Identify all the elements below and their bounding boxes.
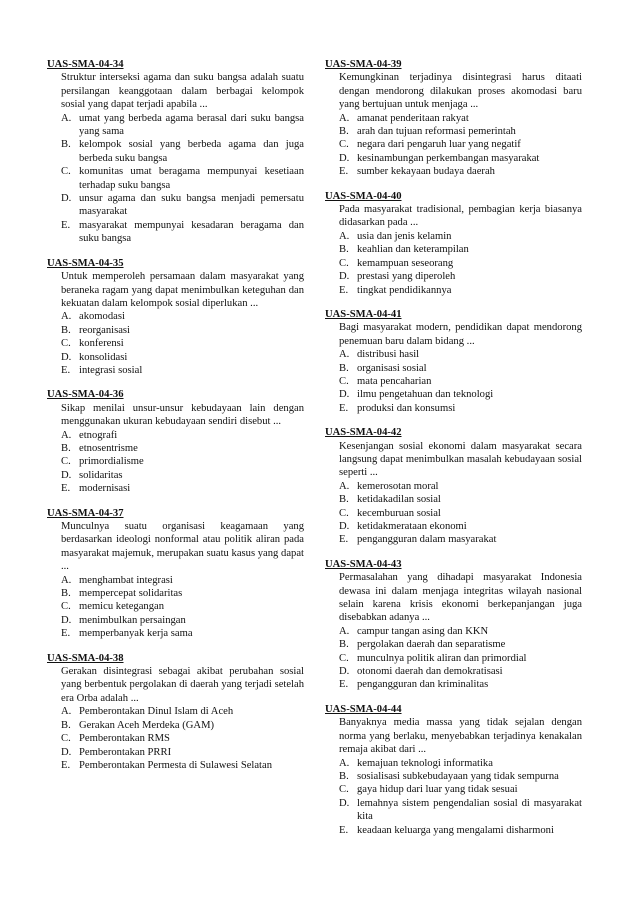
option-letter: A.	[61, 706, 72, 718]
option-text: distribusi hasil	[357, 349, 420, 361]
option-text: etnografi	[79, 429, 118, 441]
answer-option	[61, 112, 304, 139]
answer-option	[61, 455, 304, 468]
option-letter: D.	[61, 193, 72, 205]
question-stem: Bagi masyarakat modern, pendidikan dapat mendorong penemuan baru dalam bidang ...	[339, 322, 582, 347]
question-stem: Kesenjangan sosial ekonomi dalam masyarakat secara langsung dapat menimbulkan masalah kebudayaan sosial seperti ...	[339, 440, 582, 479]
option-letter: B.	[61, 324, 71, 336]
question-stem: Sikap menilai unsur-unsur kebudayaan lain dengan menggunakan ukuran kebudayaan sendiri disebut ...	[61, 402, 304, 428]
option-letter: E.	[339, 824, 349, 836]
option-letter: C.	[61, 733, 71, 745]
option-text: memicu ketegangan	[79, 601, 165, 613]
question-block	[325, 703, 582, 837]
answer-option	[61, 324, 304, 337]
option-text: kecemburuan sosial	[357, 507, 441, 519]
answer-options	[61, 112, 304, 246]
option-text: konsolidasi	[79, 351, 128, 363]
option-letter: D.	[339, 389, 350, 401]
question-block	[325, 308, 582, 415]
answer-option	[339, 348, 582, 361]
answer-option	[339, 652, 582, 665]
option-letter: E.	[61, 628, 71, 640]
answer-options	[61, 310, 304, 377]
answer-option	[339, 138, 582, 151]
option-letter: A.	[339, 230, 350, 242]
question-code: UAS-SMA-04-38	[47, 652, 124, 664]
option-letter: E.	[339, 402, 349, 414]
option-letter: E.	[339, 166, 349, 178]
option-text: ketidakadilan sosial	[357, 494, 441, 506]
option-text: amanat penderitaan rakyat	[357, 112, 469, 124]
answer-option	[61, 719, 304, 732]
option-letter: E.	[61, 364, 71, 376]
option-letter: C.	[339, 652, 349, 664]
option-text: reorganisasi	[79, 324, 130, 336]
question-code: UAS-SMA-04-44	[325, 703, 402, 715]
option-letter: A.	[61, 311, 72, 323]
answer-option	[339, 388, 582, 401]
option-text: etnosentrisme	[79, 442, 138, 454]
option-letter: B.	[61, 442, 71, 454]
answer-option	[61, 600, 304, 613]
option-text: tingkat pendidikannya	[357, 284, 452, 296]
answer-option	[61, 165, 304, 192]
answer-option	[339, 783, 582, 796]
answer-option	[339, 507, 582, 520]
answer-option	[339, 493, 582, 506]
answer-option	[339, 362, 582, 375]
option-letter: C.	[339, 507, 349, 519]
option-letter: E.	[339, 284, 349, 296]
option-letter: E.	[339, 679, 349, 691]
answer-option	[339, 797, 582, 824]
option-letter: D.	[339, 797, 350, 809]
answer-option	[339, 625, 582, 638]
answer-options	[339, 348, 582, 415]
answer-option	[339, 665, 582, 678]
option-text: konferensi	[79, 338, 124, 350]
answer-option	[61, 364, 304, 377]
option-text: keahlian dan keterampilan	[357, 244, 469, 256]
question-block	[47, 388, 304, 495]
question-block	[325, 190, 582, 297]
answer-options	[339, 112, 582, 179]
option-text: negara dari pengaruh luar yang negatif	[357, 139, 521, 151]
option-text: mempercepat solidaritas	[79, 588, 183, 600]
option-letter: E.	[61, 483, 71, 495]
option-text: ilmu pengetahuan dan teknologi	[357, 389, 494, 401]
answer-option	[61, 310, 304, 323]
answer-option	[339, 480, 582, 493]
answer-option	[61, 627, 304, 640]
question-code: UAS-SMA-04-40	[325, 190, 402, 202]
option-text: munculnya politik aliran dan primordial	[357, 652, 527, 664]
option-text: umat yang berbeda agama berasal dari suku bangsa yang sama	[79, 112, 304, 138]
option-letter: D.	[61, 746, 72, 758]
question-stem: Gerakan disintegrasi sebagai akibat perubahan sosial yang berbentuk pergolakan di daerah yang terjadi setelah era Orba adalah ...	[61, 666, 304, 704]
answer-options	[339, 757, 582, 837]
option-letter: C.	[61, 601, 71, 613]
answer-options	[339, 480, 582, 547]
option-text: integrasi sosial	[79, 364, 143, 376]
option-letter: D.	[61, 469, 72, 481]
answer-option	[339, 375, 582, 388]
option-text: modernisasi	[79, 483, 131, 495]
option-text: menimbulkan persaingan	[79, 614, 186, 626]
question-code: UAS-SMA-04-35	[47, 257, 124, 269]
option-text: unsur agama dan suku bangsa menjadi pemersatu masyarakat	[79, 193, 304, 218]
option-text: arah dan tujuan reformasi pemerintah	[357, 126, 516, 138]
option-letter: B.	[61, 719, 71, 731]
option-letter: B.	[61, 588, 71, 600]
answer-option	[339, 112, 582, 125]
answer-option	[61, 574, 304, 587]
answer-option	[61, 219, 304, 246]
answer-option	[339, 243, 582, 256]
option-letter: C.	[339, 784, 349, 796]
question-stem: Struktur interseksi agama dan suku bangsa adalah suatu persilangan keanggotaan dalam berbagai kelompok sosial yang dapat terjadi apabila ...	[61, 72, 304, 111]
answer-option	[339, 284, 582, 297]
option-letter: A.	[339, 625, 350, 637]
option-text: keadaan keluarga yang mengalami disharmoni	[357, 824, 554, 836]
option-text: sumber kekayaan budaya daerah	[357, 166, 495, 178]
answer-options	[61, 705, 304, 772]
answer-option	[61, 732, 304, 745]
option-letter: B.	[339, 494, 349, 506]
option-text: usia dan jenis kelamin	[357, 230, 452, 242]
answer-option	[61, 442, 304, 455]
option-letter: D.	[61, 614, 72, 626]
question-block	[47, 652, 304, 773]
question-block	[47, 257, 304, 378]
answer-options	[61, 574, 304, 641]
option-letter: D.	[339, 666, 350, 678]
answer-option	[61, 482, 304, 495]
right-column	[325, 58, 582, 848]
answer-option	[339, 402, 582, 415]
option-text: pergolakan daerah dan separatisme	[357, 639, 506, 651]
option-text: produksi dan konsumsi	[357, 402, 456, 414]
answer-option	[339, 270, 582, 283]
option-text: kesinambungan perkembangan masyarakat	[357, 152, 540, 164]
answer-options	[61, 429, 304, 496]
option-text: Pemberontakan RMS	[79, 733, 170, 745]
answer-option	[339, 678, 582, 691]
option-text: kemampuan seseorang	[357, 257, 454, 269]
answer-option	[339, 125, 582, 138]
question-block	[47, 58, 304, 246]
option-text: masyarakat mempunyai kesadaran beragama dan suku bangsa	[79, 219, 304, 245]
option-text: campur tangan asing dan KKN	[357, 625, 489, 637]
option-text: prestasi yang diperoleh	[357, 271, 456, 283]
question-stem: Munculnya suatu organisasi keagamaan yang berdasarkan ideologi nonformal atau politik aliran pada masyarakat majemuk, merupakan suatu kasus yang dapat ...	[61, 521, 304, 573]
option-letter: A.	[61, 112, 72, 124]
answer-option	[61, 746, 304, 759]
answer-option	[339, 638, 582, 651]
option-letter: B.	[339, 244, 349, 256]
question-block	[325, 58, 582, 179]
question-code: UAS-SMA-04-39	[325, 59, 402, 70]
option-text: kemerosotan moral	[357, 480, 439, 492]
answer-option	[339, 533, 582, 546]
question-code: UAS-SMA-04-41	[325, 308, 402, 320]
question-stem: Pada masyarakat tradisional, pembagian kerja biasanya didasarkan pada ...	[339, 204, 582, 229]
option-text: pengangguran dalam masyarakat	[357, 534, 497, 546]
option-letter: A.	[339, 480, 350, 492]
answer-option	[61, 705, 304, 718]
option-text: otonomi daerah dan demokratisasi	[357, 666, 503, 678]
option-letter: C.	[339, 257, 349, 269]
option-text: kemajuan teknologi informatika	[357, 757, 493, 769]
question-code: UAS-SMA-04-42	[325, 427, 402, 439]
option-letter: D.	[339, 271, 350, 283]
option-letter: E.	[339, 534, 349, 546]
option-text: Pemberontakan Permesta di Sulawesi Selatan	[79, 759, 272, 771]
option-letter: E.	[61, 759, 71, 771]
question-block	[47, 507, 304, 641]
option-letter: C.	[61, 338, 71, 350]
question-code: UAS-SMA-04-34	[47, 59, 124, 70]
option-letter: B.	[339, 362, 349, 374]
option-letter: B.	[61, 139, 71, 151]
answer-option	[61, 614, 304, 627]
option-letter: B.	[339, 770, 349, 782]
answer-option	[339, 230, 582, 243]
answer-option	[61, 587, 304, 600]
option-text: lemahnya sistem pengendalian sosial di masyarakat kita	[357, 797, 582, 823]
answer-option	[61, 429, 304, 442]
option-letter: E.	[61, 219, 71, 231]
option-text: komunitas umat beragama mempunyai kesetiaan terhadap suku bangsa	[79, 166, 304, 191]
option-text: menghambat integrasi	[79, 574, 173, 586]
option-letter: C.	[339, 375, 349, 387]
option-text: primordialisme	[79, 456, 144, 468]
question-stem: Permasalahan yang dihadapi masyarakat Indonesia dewasa ini dalam menjaga integritas wilayah nasional selain karena krisis ekonomi berkepanjangan juga disebabkan adanya ...	[339, 572, 582, 624]
option-text: organisasi sosial	[357, 362, 427, 374]
option-text: Pemberontakan PRRI	[79, 746, 172, 758]
answer-option	[61, 337, 304, 350]
option-text: sosialisasi subkebudayaan yang tidak sempurna	[357, 770, 559, 782]
option-text: Pemberontakan Dinul Islam di Aceh	[79, 706, 234, 718]
option-text: solidaritas	[79, 469, 123, 481]
answer-option	[339, 152, 582, 165]
question-stem: Untuk memperoleh persamaan dalam masyarakat yang beraneka ragam yang dapat menimbulkan keteguhan dan kekuatan dalam kelompok sosial diperlukan ...	[61, 271, 304, 309]
option-text: Gerakan Aceh Merdeka (GAM)	[79, 719, 215, 731]
option-text: gaya hidup dari luar yang tidak sesuai	[357, 784, 518, 796]
option-letter: A.	[61, 574, 72, 586]
question-code: UAS-SMA-04-37	[47, 507, 124, 519]
option-letter: A.	[339, 349, 350, 361]
option-letter: C.	[61, 456, 71, 468]
option-text: pengangguran dan kriminalitas	[357, 679, 489, 691]
option-letter: C.	[339, 139, 349, 151]
option-text: akomodasi	[79, 311, 125, 323]
question-stem: Kemungkinan terjadinya disintegrasi harus ditaati dengan mendorong dilakukan proses akomodasi baru yang bertujuan untuk menjaga ...	[339, 72, 582, 111]
answer-option	[339, 520, 582, 533]
option-letter: A.	[339, 757, 350, 769]
option-letter: B.	[339, 639, 349, 651]
option-text: ketidakmerataan ekonomi	[357, 521, 467, 532]
answer-option	[61, 351, 304, 364]
option-letter: D.	[61, 351, 72, 363]
option-letter: C.	[61, 166, 71, 178]
question-block	[325, 558, 582, 692]
option-text: mata pencaharian	[357, 375, 432, 387]
answer-option	[339, 824, 582, 837]
answer-option	[339, 257, 582, 270]
question-code: UAS-SMA-04-43	[325, 558, 402, 570]
answer-option	[339, 770, 582, 783]
answer-option	[61, 192, 304, 219]
question-code: UAS-SMA-04-36	[47, 389, 124, 401]
answer-option	[339, 757, 582, 770]
question-block	[325, 426, 582, 547]
option-letter: A.	[61, 429, 72, 441]
option-letter: D.	[339, 152, 350, 164]
answer-option	[61, 138, 304, 165]
answer-option	[339, 165, 582, 178]
answer-option	[61, 469, 304, 482]
option-text: memperbanyak kerja sama	[79, 628, 193, 640]
answer-options	[339, 230, 582, 297]
answer-options	[339, 625, 582, 692]
question-stem: Banyaknya media massa yang tidak sejalan dengan norma yang berlaku, menyebabkan terjadinya kenakalan remaja akibat dari ...	[339, 717, 582, 756]
option-letter: A.	[339, 112, 350, 124]
answer-option	[61, 759, 304, 772]
option-text: kelompok sosial yang berbeda agama dan juga berbeda suku bangsa	[79, 139, 304, 164]
left-column	[47, 58, 304, 783]
option-letter: D.	[339, 521, 350, 532]
option-letter: B.	[339, 126, 349, 138]
